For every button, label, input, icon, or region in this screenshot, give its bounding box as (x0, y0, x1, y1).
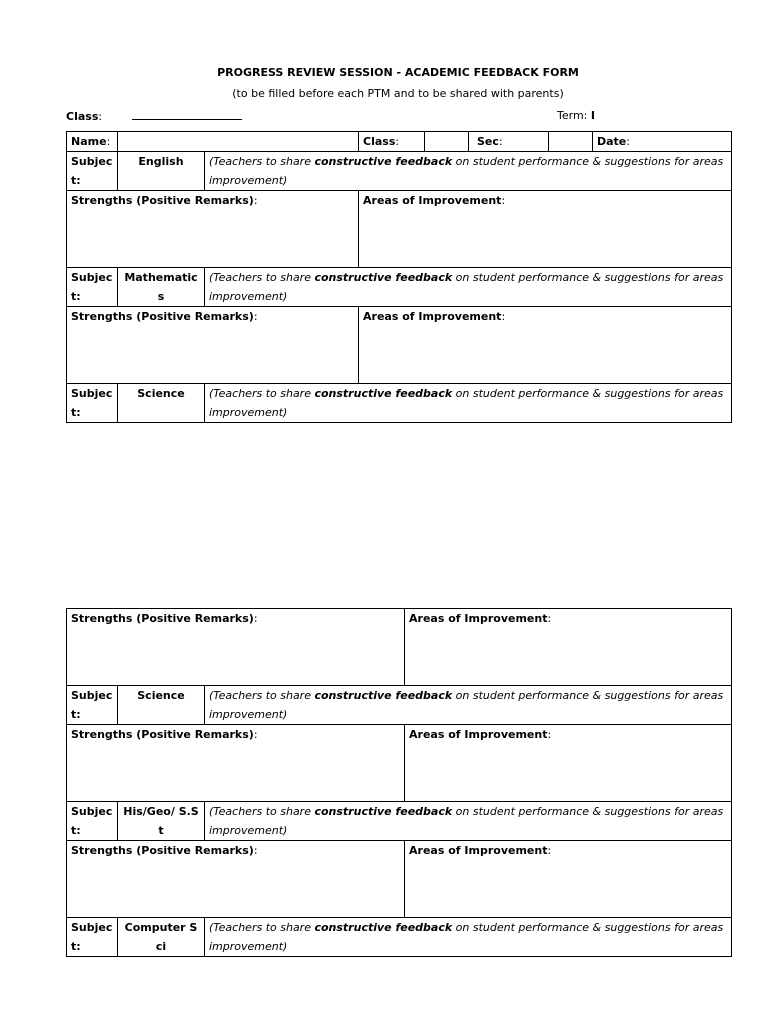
class-field: Class: (66, 109, 242, 123)
strengths-label: Strengths (Positive Remarks) (71, 612, 254, 625)
subject-label: Subject (71, 271, 113, 303)
feedback-instructions[interactable]: (Teachers to share constructive feedback on student performance & suggestions for areas improvement) (205, 686, 732, 725)
subject-label-cell: Subject: (67, 268, 118, 307)
subject-name: Computer Sci (118, 918, 205, 957)
sec-input-cell[interactable] (549, 132, 593, 152)
class-blank[interactable] (132, 109, 242, 120)
term-field (557, 109, 595, 122)
remarks-row (67, 841, 732, 918)
sec-label-cell: Sec: (469, 132, 549, 152)
class-input-cell[interactable] (425, 132, 469, 152)
subject-name: Science (118, 686, 205, 725)
subject-row (67, 152, 732, 191)
subject-name: Mathematics (118, 268, 205, 307)
form-title: PROGRESS REVIEW SESSION - ACADEMIC FEEDBACK FORM (217, 66, 579, 79)
improvement-label: Areas of Improvement (363, 194, 502, 207)
improvement-cell[interactable]: Areas of Improvement: (405, 725, 732, 802)
feedback-table-1 (66, 131, 732, 423)
subject-label: Subject (71, 387, 113, 419)
subject-label-cell: Subject: (67, 918, 118, 957)
student-header-row (67, 132, 732, 152)
strengths-label: Strengths (Positive Remarks) (71, 844, 254, 857)
term-label: Term: (557, 109, 588, 122)
subject-row (67, 802, 732, 841)
subject-label-cell: Subject: (67, 384, 118, 423)
strengths-label: Strengths (Positive Remarks) (71, 310, 254, 323)
strengths-cell[interactable]: Strengths (Positive Remarks): (67, 191, 359, 268)
subject-label-cell: Subject: (67, 152, 118, 191)
subject-name: English (118, 152, 205, 191)
subject-label: Subject (71, 921, 113, 953)
subject-row (67, 268, 732, 307)
feedback-instructions[interactable]: (Teachers to share constructive feedback on student performance & suggestions for areas improvement) (205, 384, 732, 423)
feedback-instructions[interactable]: (Teachers to share constructive feedback on student performance & suggestions for areas improvement) (205, 268, 732, 307)
improvement-cell[interactable]: Areas of Improvement: (405, 609, 732, 686)
improvement-label: Areas of Improvement (409, 728, 548, 741)
improvement-cell[interactable]: Areas of Improvement: (359, 191, 732, 268)
strengths-cell[interactable]: Strengths (Positive Remarks): (67, 725, 405, 802)
form-subtitle: (to be filled before each PTM and to be shared with parents) (232, 87, 564, 100)
improvement-label: Areas of Improvement (409, 612, 548, 625)
subject-row (67, 384, 732, 423)
strengths-label: Strengths (Positive Remarks) (71, 728, 254, 741)
remarks-row (67, 609, 732, 686)
remarks-row (67, 307, 732, 384)
strengths-label: Strengths (Positive Remarks) (71, 194, 254, 207)
improvement-label: Areas of Improvement (409, 844, 548, 857)
feedback-table-2 (66, 608, 732, 957)
page1-subjects (67, 152, 732, 423)
subject-row (67, 918, 732, 957)
name-label-cell: Name: (67, 132, 118, 152)
subject-label-cell: Subject: (67, 686, 118, 725)
subject-row (67, 686, 732, 725)
improvement-cell[interactable]: Areas of Improvement: (359, 307, 732, 384)
subject-name: His/Geo/ S.St (118, 802, 205, 841)
strengths-cell[interactable]: Strengths (Positive Remarks): (67, 841, 405, 918)
remarks-row (67, 725, 732, 802)
remarks-row (67, 191, 732, 268)
page2-subjects (67, 609, 732, 957)
date-label-cell: Date: (593, 132, 732, 152)
subject-label: Subject (71, 805, 113, 837)
improvement-cell[interactable]: Areas of Improvement: (405, 841, 732, 918)
improvement-label: Areas of Improvement (363, 310, 502, 323)
feedback-instructions[interactable]: (Teachers to share constructive feedback on student performance & suggestions for areas improvement) (205, 802, 732, 841)
feedback-instructions[interactable]: (Teachers to share constructive feedback on student performance & suggestions for areas improvement) (205, 152, 732, 191)
subject-label: Subject (71, 155, 113, 187)
term-value: I (590, 109, 595, 122)
strengths-cell[interactable]: Strengths (Positive Remarks): (67, 307, 359, 384)
subject-name: Science (118, 384, 205, 423)
strengths-cell[interactable]: Strengths (Positive Remarks): (67, 609, 405, 686)
subject-label: Subject (71, 689, 113, 721)
subject-label-cell: Subject: (67, 802, 118, 841)
class-label-cell: Class: (359, 132, 425, 152)
class-label: Class (66, 110, 99, 123)
feedback-instructions[interactable]: (Teachers to share constructive feedback on student performance & suggestions for areas improvement) (205, 918, 732, 957)
name-input-cell[interactable] (118, 132, 359, 152)
